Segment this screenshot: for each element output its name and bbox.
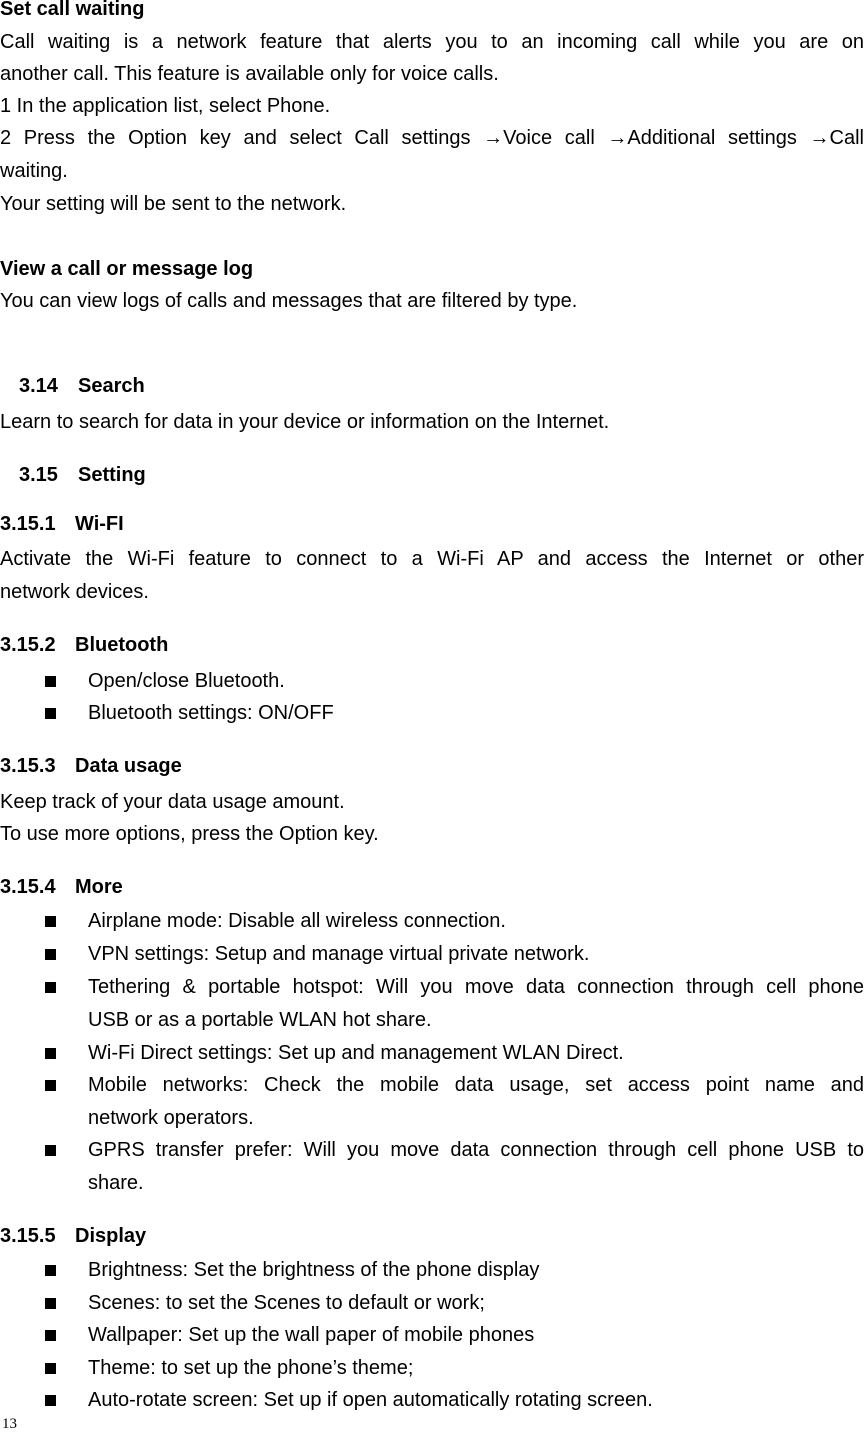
section-title: Setting xyxy=(78,464,146,486)
subsection-title: Wi-FI xyxy=(75,513,124,535)
subsection-number: 3.15.2 xyxy=(0,634,56,656)
search-text: Learn to search for data in your device or information on the Internet. xyxy=(0,411,610,433)
list-item-continuation: network operators. xyxy=(88,1107,254,1129)
list-item-continuation: USB or as a portable WLAN hot share. xyxy=(88,1009,432,1031)
wifi-text-line-1: Activate the Wi-Fi feature to connect to a Wi-Fi AP and access the Internet or other xyxy=(0,548,864,570)
data-usage-text-line-2: To use more options, press the Option key. xyxy=(0,823,379,845)
list-item-text: Bluetooth settings: ON/OFF xyxy=(88,702,334,724)
list-item-text: Wi-Fi Direct settings: Set up and management WLAN Direct. xyxy=(88,1042,624,1064)
call-waiting-note: Your setting will be sent to the network. xyxy=(0,193,347,215)
section-number: 3.15 xyxy=(19,464,58,486)
square-bullet-icon xyxy=(45,982,56,993)
subsection-title: More xyxy=(75,876,123,898)
list-item-text: Mobile networks: Check the mobile data usage, set access point name and xyxy=(88,1074,864,1096)
square-bullet-icon xyxy=(45,916,56,927)
subsection-more-heading xyxy=(0,875,864,899)
subsection-number: 3.15.5 xyxy=(0,1225,56,1247)
subsection-number: 3.15.4 xyxy=(0,876,56,898)
page-number: 13 xyxy=(2,1416,17,1432)
section-number: 3.14 xyxy=(19,375,58,397)
square-bullet-icon xyxy=(45,1048,56,1059)
square-bullet-icon xyxy=(45,1080,56,1091)
square-bullet-icon xyxy=(45,1265,56,1276)
list-item-text: GPRS transfer prefer: Will you move data connection through cell phone USB to xyxy=(88,1139,864,1161)
list-item-continuation: share. xyxy=(88,1172,144,1194)
section-setting-heading xyxy=(0,463,864,487)
list-item-text: Brightness: Set the brightness of the phone display xyxy=(88,1259,540,1281)
call-waiting-step-1: 1 In the application list, select Phone. xyxy=(0,95,331,117)
call-waiting-step-2-line-2: waiting. xyxy=(0,160,68,182)
list-item-text: Open/close Bluetooth. xyxy=(88,670,285,692)
subsection-title: Data usage xyxy=(75,755,182,777)
call-waiting-text-line-1: Call waiting is a network feature that alerts you to an incoming call while you are on xyxy=(0,31,864,53)
list-item-text: Airplane mode: Disable all wireless connection. xyxy=(88,910,506,932)
call-waiting-heading: Set call waiting xyxy=(0,0,145,20)
call-waiting-text-line-2: another call. This feature is available only for voice calls. xyxy=(0,63,499,85)
call-log-heading: View a call or message log xyxy=(0,258,254,280)
section-title: Search xyxy=(78,375,145,397)
list-item-text: Theme: to set up the phone’s theme; xyxy=(88,1357,414,1379)
list-item-text: Wallpaper: Set up the wall paper of mobile phones xyxy=(88,1324,535,1346)
subsection-wifi-heading xyxy=(0,512,864,536)
subsection-title: Display xyxy=(75,1225,147,1247)
list-item-text: Scenes: to set the Scenes to default or work; xyxy=(88,1292,485,1314)
square-bullet-icon xyxy=(45,1330,56,1341)
subsection-title: Bluetooth xyxy=(75,634,169,656)
section-search-heading xyxy=(0,374,864,398)
square-bullet-icon xyxy=(45,949,56,960)
square-bullet-icon xyxy=(45,1145,56,1156)
list-item-text: VPN settings: Setup and manage virtual private network. xyxy=(88,943,590,965)
subsection-display-heading xyxy=(0,1224,864,1248)
list-item-text: Auto-rotate screen: Set up if open automatically rotating screen. xyxy=(88,1389,653,1411)
data-usage-text-line-1: Keep track of your data usage amount. xyxy=(0,791,345,813)
subsection-data-usage-heading xyxy=(0,754,864,778)
square-bullet-icon xyxy=(45,1298,56,1309)
square-bullet-icon xyxy=(45,676,56,687)
square-bullet-icon xyxy=(45,1363,56,1374)
wifi-text-line-2: network devices. xyxy=(0,581,149,603)
list-item-text: Tethering & portable hotspot: Will you move data connection through cell phone xyxy=(88,976,864,998)
subsection-bluetooth-heading xyxy=(0,633,864,657)
square-bullet-icon xyxy=(45,1395,56,1406)
call-waiting-step-2-line-1: 2 Press the Option key and select Call settings →Voice call →Additional settings →Call xyxy=(0,127,864,149)
subsection-number: 3.15.3 xyxy=(0,755,56,777)
square-bullet-icon xyxy=(45,708,56,719)
call-log-text: You can view logs of calls and messages that are filtered by type. xyxy=(0,290,578,312)
subsection-number: 3.15.1 xyxy=(0,513,56,535)
